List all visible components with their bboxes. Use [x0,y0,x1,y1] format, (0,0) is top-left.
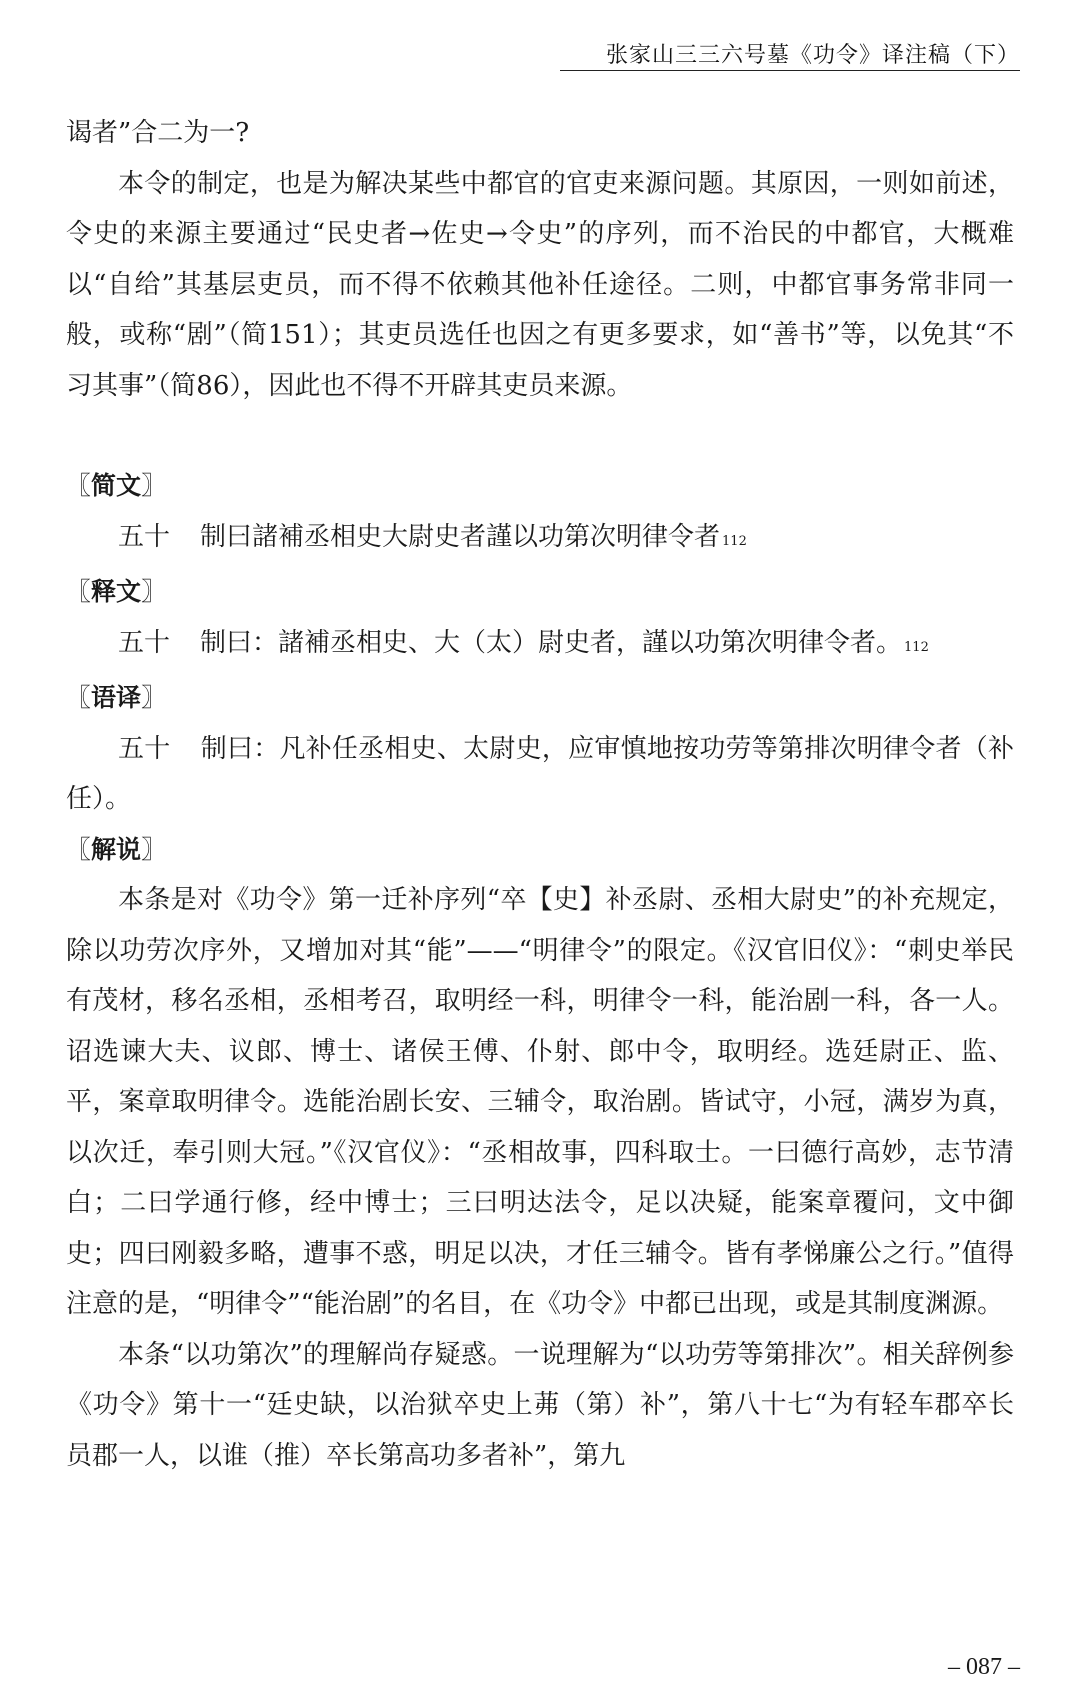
slip-text-original [66,512,1014,568]
explanation-paragraph-1: 本条是对《功令》第一迁补序列“卒【史】补丞尉、丞相大尉史”的补充规定，除以功劳次序外，又增加对其“能”——“明律令”的限定。《汉官旧仪》：“刺史举民有茂材，移名丞相，丞相考召，取明经一科，明律令一科，能治剧一科，各一人。诏选谏大夫、议郎、博士、诸侯王傅、仆射、郎中令，取明经。选廷尉正、监、平，案章取明律令。选能治剧长安、三辅令，取治剧。皆试守，小冠，满岁为真，以次迁，奉引则大冠。”《汉官仪》：“丞相故事，四科取士。一曰德行高妙，志节清白；二曰学通行修，经中博士；三曰明达法令，足以决疑，能案章覆问，文中御史；四曰刚毅多略，遭事不惑，明足以决，才任三辅令。皆有孝悌廉公之行。”值得注意的是，“明律令”“能治剧”的名目，在《功令》中都已出现，或是其制度渊源。 [66,885,1014,1319]
paragraph-continuation: 谒者”合二为一? [66,118,250,148]
section-heading-shiwen [66,567,1014,618]
article-number: 五十 [118,733,171,764]
running-header-title: 张家山三三六号墓《功令》译注稿（下） [605,43,1020,68]
section-heading-jieshuo [66,825,1014,876]
heading-label: 语译 [91,683,142,712]
bracket-open: 〖 [66,577,92,606]
translation-paragraph [66,724,1014,825]
article-number: 五十 [118,521,171,552]
bracket-open: 〖 [66,834,92,864]
bracket-open: 〖 [66,471,92,500]
bracket-close: 〗 [141,577,167,606]
slip-text: 制曰諸補丞相史大尉史者謹以功第次明律令者 [200,521,721,552]
explanation-paragraph-2: 本条“以功第次”的理解尚存疑惑。一说理解为“以功劳等第排次”。相关辞例参《功令》第十一“廷史缺，以治狱卒史上茀（第）补”，第八十七“为有轻车郡卒长员郡一人，以谁（推）卒长第高功多者补”，第九 [66,1339,1014,1471]
section-heading-jianwen [66,461,1014,512]
section-gap [66,411,1014,461]
transcription-text: 制曰：諸補丞相史、大（太）尉史者，謹以功第次明律令者。 [200,627,903,658]
heading-label: 简文 [91,471,142,500]
bracket-close: 〗 [141,683,167,712]
paragraph-commentary: 本令的制定，也是为解决某些中都官的官吏来源问题。其原因，一则如前述，令史的来源主要通过“民史者→佐史→令史”的序列，而不治民的中都官，大概难以“自给”其基层吏员，而不得不依赖其他补任途径。二则，中都官事务常非同一般，或称“剧”（简151）；其吏员选任也因之有更多要求，如“善书”等，以免其“不习其事”（简86），因此也不得不开辟其吏员来源。 [66,168,1014,401]
page-body [66,108,1014,1481]
bracket-close: 〗 [141,471,167,500]
bracket-close: 〗 [141,834,167,864]
slip-number: 112 [722,533,747,549]
slip-number: 112 [904,639,929,655]
header-divider [560,70,1020,71]
page-number: – 087 – [948,1654,1020,1680]
heading-label: 释文 [91,577,142,606]
section-heading-yuyi [66,673,1014,724]
heading-label: 解说 [91,834,142,864]
translation-text: 制曰：凡补任丞相史、太尉史，应审慎地按功劳等第排次明律令者（补任）。 [66,733,1014,814]
bracket-open: 〖 [66,683,92,712]
article-number: 五十 [118,627,171,658]
slip-text-transcription [66,618,1014,674]
